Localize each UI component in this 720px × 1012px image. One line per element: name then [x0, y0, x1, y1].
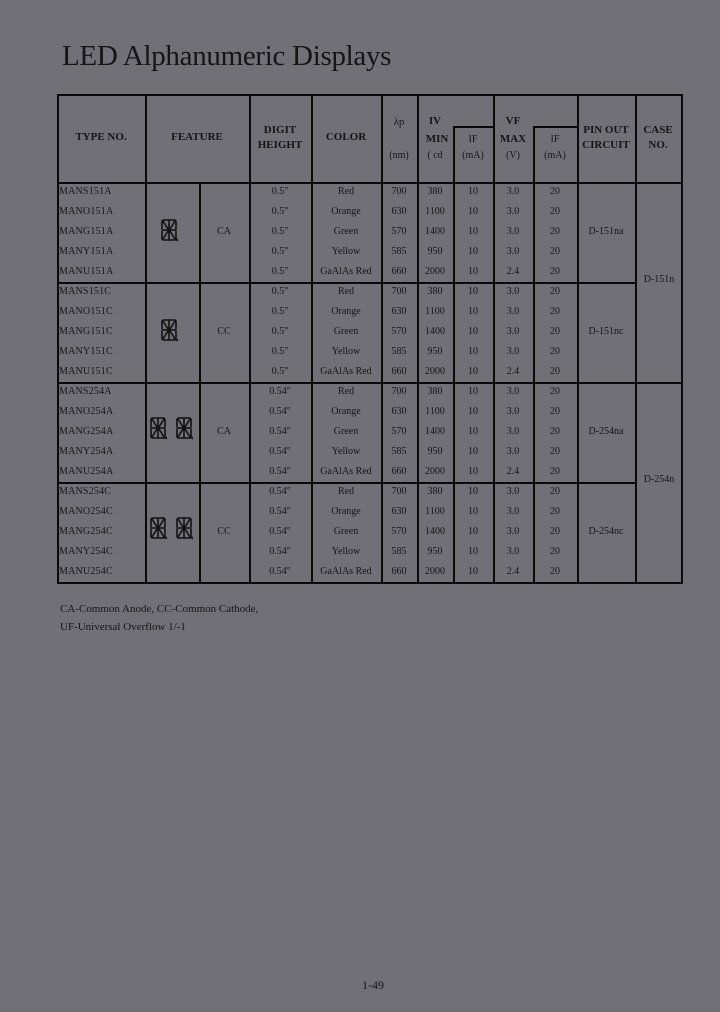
- forward-voltage: 3.0: [506, 226, 520, 237]
- luminous-intensity: 1400: [425, 426, 445, 437]
- type-number: MANG254A: [59, 426, 114, 437]
- digit-height: 0.5": [271, 366, 289, 377]
- case-number: D-151n: [643, 274, 675, 285]
- forward-voltage: 3.0: [506, 386, 520, 397]
- header-vf-unit: (V): [506, 150, 520, 161]
- led-color: Red: [337, 386, 355, 397]
- type-number: MANY254A: [59, 446, 114, 457]
- led-color: GaAlAs Red: [320, 566, 372, 577]
- peak-wavelength: 570: [391, 426, 407, 437]
- digit-height: 0.54": [269, 426, 291, 437]
- forward-current: 10: [468, 546, 478, 557]
- digit-height: 0.5": [271, 266, 289, 277]
- forward-current-max: 20: [550, 346, 560, 357]
- peak-wavelength: 630: [391, 206, 407, 217]
- led-color: Orange: [331, 406, 361, 417]
- table-rule: [681, 94, 683, 584]
- forward-voltage: 3.0: [506, 406, 520, 417]
- pinout-circuit: D-151nc: [588, 326, 624, 337]
- forward-voltage: 2.4: [506, 466, 520, 477]
- forward-voltage: 3.0: [506, 346, 520, 357]
- type-number: MANY151A: [59, 246, 114, 257]
- led-color: Red: [337, 186, 355, 197]
- pinout-circuit: D-254na: [588, 426, 624, 437]
- forward-voltage: 3.0: [506, 486, 520, 497]
- type-number: MANY151C: [59, 346, 113, 357]
- 14-segment-digit-icon: [160, 318, 178, 342]
- peak-wavelength: 585: [391, 346, 407, 357]
- forward-voltage: 3.0: [506, 426, 520, 437]
- led-color: Yellow: [331, 346, 361, 357]
- forward-current: 10: [468, 486, 478, 497]
- forward-voltage: 2.4: [506, 366, 520, 377]
- type-number: MANS151A: [59, 186, 112, 197]
- peak-wavelength: 660: [391, 466, 407, 477]
- type-number: MANO254A: [59, 406, 114, 417]
- 14-segment-digit-icon: [175, 416, 193, 440]
- digit-height: 0.5": [271, 306, 289, 317]
- digit-height: 0.54": [269, 406, 291, 417]
- forward-current: 10: [468, 226, 478, 237]
- forward-current: 10: [468, 406, 478, 417]
- forward-current-max: 20: [550, 306, 560, 317]
- led-color: Yellow: [331, 446, 361, 457]
- luminous-intensity: 1400: [425, 526, 445, 537]
- forward-current-max: 20: [550, 206, 560, 217]
- forward-current-max: 20: [550, 486, 560, 497]
- header-digit-height-1: DIGIT: [263, 124, 297, 136]
- luminous-intensity: 2000: [425, 466, 445, 477]
- header-iv-unit: ( cd: [427, 150, 443, 161]
- luminous-intensity: 380: [427, 186, 443, 197]
- type-number: MANO151C: [59, 306, 113, 317]
- peak-wavelength: 660: [391, 566, 407, 577]
- peak-wavelength: 585: [391, 246, 407, 257]
- table-rule: [57, 582, 683, 584]
- table-rule: [57, 94, 683, 96]
- led-color: Green: [333, 526, 359, 537]
- led-color: Green: [333, 326, 359, 337]
- led-color: GaAlAs Red: [320, 366, 372, 377]
- type-number: MANS254A: [59, 386, 112, 397]
- luminous-intensity: 1100: [425, 306, 445, 317]
- feature-common-type: CC: [217, 526, 231, 537]
- forward-current-max: 20: [550, 186, 560, 197]
- forward-voltage: 3.0: [506, 326, 520, 337]
- luminous-intensity: 2000: [425, 566, 445, 577]
- table-rule: [199, 182, 201, 582]
- pinout-circuit: D-254nc: [588, 526, 624, 537]
- table-rule: [57, 382, 635, 384]
- table-rule: [145, 94, 147, 584]
- luminous-intensity: 1100: [425, 506, 445, 517]
- digit-height: 0.5": [271, 326, 289, 337]
- peak-wavelength: 630: [391, 306, 407, 317]
- luminous-intensity: 1100: [425, 206, 445, 217]
- type-number: MANU151A: [59, 266, 114, 277]
- forward-current: 10: [468, 286, 478, 297]
- type-number: MANO151A: [59, 206, 114, 217]
- forward-current: 10: [468, 466, 478, 477]
- digit-height: 0.5": [271, 286, 289, 297]
- forward-current-max: 20: [550, 266, 560, 277]
- header-pinout-1: PIN OUT: [583, 124, 629, 136]
- pinout-circuit: D-151na: [588, 226, 624, 237]
- page-number: 1-49: [362, 978, 384, 992]
- 14-segment-digit-icon: [175, 516, 193, 540]
- led-color: Green: [333, 426, 359, 437]
- table-rule: [635, 382, 683, 384]
- footnote-overflow: UF-Universal Overflow 1/-1: [60, 621, 186, 633]
- luminous-intensity: 950: [427, 446, 443, 457]
- led-color: GaAlAs Red: [320, 466, 372, 477]
- table-rule: [577, 94, 579, 584]
- header-lambda-unit: (nm): [389, 150, 409, 161]
- forward-current-max: 20: [550, 246, 560, 257]
- led-color: Red: [337, 286, 355, 297]
- page-title: LED Alphanumeric Displays: [62, 40, 392, 72]
- header-type-no: TYPE NO.: [75, 131, 127, 143]
- type-number: MANU254A: [59, 466, 114, 477]
- luminous-intensity: 380: [427, 386, 443, 397]
- forward-current: 10: [468, 186, 478, 197]
- table-rule: [57, 282, 635, 284]
- led-color: Orange: [331, 306, 361, 317]
- forward-current-max: 20: [550, 426, 560, 437]
- header-vf-2: MAX: [499, 133, 527, 145]
- table-rule: [635, 94, 637, 584]
- peak-wavelength: 700: [391, 286, 407, 297]
- 14-segment-digit-icon: [160, 218, 178, 242]
- luminous-intensity: 950: [427, 346, 443, 357]
- forward-voltage: 2.4: [506, 566, 520, 577]
- led-color: GaAlAs Red: [320, 266, 372, 277]
- peak-wavelength: 660: [391, 266, 407, 277]
- peak-wavelength: 700: [391, 386, 407, 397]
- forward-current: 10: [468, 566, 478, 577]
- luminous-intensity: 1400: [425, 326, 445, 337]
- type-number: MANO254C: [59, 506, 113, 517]
- forward-current: 10: [468, 426, 478, 437]
- forward-voltage: 3.0: [506, 206, 520, 217]
- forward-voltage: 2.4: [506, 266, 520, 277]
- forward-voltage: 3.0: [506, 506, 520, 517]
- forward-current: 10: [468, 386, 478, 397]
- luminous-intensity: 950: [427, 546, 443, 557]
- type-number: MANG151C: [59, 326, 113, 337]
- led-color: Orange: [331, 206, 361, 217]
- header-feature: FEATURE: [171, 131, 223, 143]
- digit-height: 0.5": [271, 346, 289, 357]
- peak-wavelength: 570: [391, 526, 407, 537]
- led-color: Yellow: [331, 246, 361, 257]
- header-vf-1: VF: [505, 115, 521, 127]
- forward-current-max: 20: [550, 526, 560, 537]
- case-number: D-254n: [643, 474, 675, 485]
- forward-current-max: 20: [550, 286, 560, 297]
- luminous-intensity: 380: [427, 486, 443, 497]
- header-case-1: CASE: [643, 124, 673, 136]
- type-number: MANU254C: [59, 566, 113, 577]
- type-number: MANG151A: [59, 226, 114, 237]
- forward-current-max: 20: [550, 386, 560, 397]
- 14-segment-digit-icon: [149, 516, 167, 540]
- digit-height: 0.54": [269, 566, 291, 577]
- type-number: MANU151C: [59, 366, 113, 377]
- forward-current: 10: [468, 326, 478, 337]
- forward-current: 10: [468, 506, 478, 517]
- header-case-2: NO.: [648, 139, 668, 151]
- digit-height: 0.5": [271, 186, 289, 197]
- luminous-intensity: 1100: [425, 406, 445, 417]
- digit-height: 0.5": [271, 226, 289, 237]
- forward-current: 10: [468, 246, 478, 257]
- 14-segment-digit-icon: [149, 416, 167, 440]
- forward-voltage: 3.0: [506, 286, 520, 297]
- type-number: MANS254C: [59, 486, 112, 497]
- forward-current-max: 20: [550, 546, 560, 557]
- peak-wavelength: 700: [391, 486, 407, 497]
- header-color: COLOR: [325, 131, 367, 143]
- digit-height: 0.54": [269, 446, 291, 457]
- table-rule: [453, 126, 493, 128]
- type-number: MANS151C: [59, 286, 112, 297]
- forward-voltage: 3.0: [506, 526, 520, 537]
- forward-voltage: 3.0: [506, 246, 520, 257]
- luminous-intensity: 950: [427, 246, 443, 257]
- header-if2-unit: (mA): [544, 150, 566, 161]
- led-color: Yellow: [331, 546, 361, 557]
- forward-current: 10: [468, 526, 478, 537]
- forward-current-max: 20: [550, 326, 560, 337]
- feature-common-type: CA: [217, 426, 231, 437]
- peak-wavelength: 700: [391, 186, 407, 197]
- forward-current-max: 20: [550, 566, 560, 577]
- feature-common-type: CC: [217, 326, 231, 337]
- led-color: Red: [337, 486, 355, 497]
- header-if1-unit: (mA): [462, 150, 484, 161]
- forward-current-max: 20: [550, 406, 560, 417]
- luminous-intensity: 1400: [425, 226, 445, 237]
- forward-voltage: 3.0: [506, 306, 520, 317]
- digit-height: 0.54": [269, 386, 291, 397]
- luminous-intensity: 380: [427, 286, 443, 297]
- header-pinout-2: CIRCUIT: [582, 139, 630, 151]
- peak-wavelength: 570: [391, 226, 407, 237]
- footnote-abbreviations: CA-Common Anode, CC-Common Cathode,: [60, 603, 259, 615]
- table-rule: [57, 482, 635, 484]
- peak-wavelength: 585: [391, 446, 407, 457]
- type-number: MANG254C: [59, 526, 113, 537]
- forward-current: 10: [468, 346, 478, 357]
- spec-table: [57, 94, 683, 586]
- forward-current-max: 20: [550, 446, 560, 457]
- type-number: MANY254C: [59, 546, 113, 557]
- header-lambda: λp: [393, 116, 405, 128]
- forward-current: 10: [468, 206, 478, 217]
- peak-wavelength: 630: [391, 406, 407, 417]
- led-color: Orange: [331, 506, 361, 517]
- header-iv-1: IV: [428, 115, 442, 127]
- table-rule: [533, 126, 577, 128]
- header-iv-2: MIN: [425, 133, 449, 145]
- header-if1: IF: [468, 134, 478, 145]
- led-color: Green: [333, 226, 359, 237]
- digit-height: 0.54": [269, 506, 291, 517]
- digit-height: 0.54": [269, 486, 291, 497]
- digit-height: 0.54": [269, 526, 291, 537]
- forward-voltage: 3.0: [506, 446, 520, 457]
- digit-height: 0.54": [269, 466, 291, 477]
- table-rule: [57, 182, 683, 184]
- header-digit-height-2: HEIGHT: [257, 139, 303, 151]
- digit-height: 0.5": [271, 246, 289, 257]
- digit-height: 0.54": [269, 546, 291, 557]
- luminous-intensity: 2000: [425, 366, 445, 377]
- header-if2: IF: [550, 134, 560, 145]
- peak-wavelength: 660: [391, 366, 407, 377]
- forward-current-max: 20: [550, 366, 560, 377]
- forward-current: 10: [468, 446, 478, 457]
- forward-current-max: 20: [550, 506, 560, 517]
- forward-current: 10: [468, 306, 478, 317]
- digit-height: 0.5": [271, 206, 289, 217]
- forward-current: 10: [468, 366, 478, 377]
- forward-current-max: 20: [550, 466, 560, 477]
- forward-voltage: 3.0: [506, 546, 520, 557]
- peak-wavelength: 570: [391, 326, 407, 337]
- forward-current: 10: [468, 266, 478, 277]
- feature-common-type: CA: [217, 226, 231, 237]
- forward-voltage: 3.0: [506, 186, 520, 197]
- luminous-intensity: 2000: [425, 266, 445, 277]
- forward-current-max: 20: [550, 226, 560, 237]
- peak-wavelength: 630: [391, 506, 407, 517]
- peak-wavelength: 585: [391, 546, 407, 557]
